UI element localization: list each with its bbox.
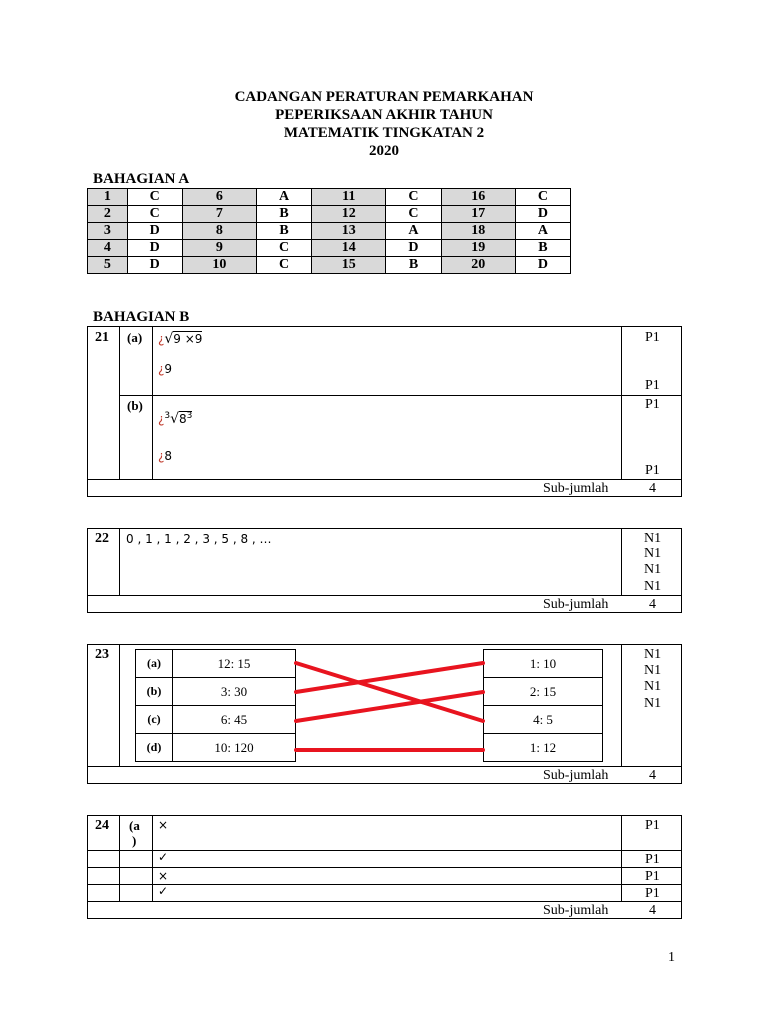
answer-cell: B xyxy=(257,206,312,223)
mark-n1: N1 xyxy=(644,562,662,577)
question-number-cell: 14 xyxy=(312,240,386,257)
mark-n1: N1 xyxy=(644,663,662,678)
question-number-cell: 3 xyxy=(88,223,128,240)
question-number-cell: 6 xyxy=(182,189,256,206)
ratio-value: 1: 10 xyxy=(484,650,603,678)
part-a-line-2: ¿9 xyxy=(158,362,173,376)
cross-icon: × xyxy=(158,818,169,832)
question-number-cell: 9 xyxy=(182,240,256,257)
subtotal-label: Sub-jumlah xyxy=(543,481,609,496)
question-number-cell: 13 xyxy=(312,223,386,240)
answer-cell: D xyxy=(127,240,182,257)
question-number: 22 xyxy=(95,531,109,546)
mark-p1: P1 xyxy=(645,818,660,833)
question-number-cell: 1 xyxy=(88,189,128,206)
ratio-label: (a) xyxy=(136,650,173,678)
mark-n1: N1 xyxy=(644,546,662,561)
answer-row xyxy=(88,223,571,240)
ratio-label: (d) xyxy=(136,734,173,762)
answer-cell: C xyxy=(127,206,182,223)
answer-cell: D xyxy=(127,223,182,240)
answer-cell: B xyxy=(515,240,570,257)
part-b-line-2: ¿8 xyxy=(158,449,173,463)
answer-cell: D xyxy=(515,257,570,274)
ratio-value: 4: 5 xyxy=(484,706,603,734)
mark-n1: N1 xyxy=(644,647,662,662)
mark-n1: N1 xyxy=(644,696,662,711)
match-line xyxy=(296,663,483,721)
matching-lines xyxy=(88,645,621,766)
title-line-1: CADANGAN PERATURAN PEMARKAHAN xyxy=(234,89,534,105)
question-number-cell: 17 xyxy=(441,206,515,223)
mark-n1: N1 xyxy=(644,679,662,694)
answer-row xyxy=(88,206,571,223)
answer-cell: A xyxy=(515,223,570,240)
section-b-heading: BAHAGIAN B xyxy=(93,309,190,325)
ratio-value: 2: 15 xyxy=(484,678,603,706)
mark-p1: P1 xyxy=(645,869,660,884)
question-number-cell: 7 xyxy=(182,206,256,223)
question-number-cell: 8 xyxy=(182,223,256,240)
mark-p1: P1 xyxy=(645,886,660,901)
question-21-block xyxy=(87,326,682,497)
subtotal-value: 4 xyxy=(649,481,656,496)
answer-cell: C xyxy=(257,240,312,257)
ratio-value: 10: 120 xyxy=(173,734,296,762)
answer-row xyxy=(88,240,571,257)
subtotal-value: 4 xyxy=(649,768,656,783)
subtotal-value: 4 xyxy=(649,903,656,918)
question-number-cell: 10 xyxy=(182,257,256,274)
answer-cell: B xyxy=(257,223,312,240)
mark-p1: P1 xyxy=(645,378,660,393)
answer-table-a xyxy=(87,188,571,274)
mark-p1: P1 xyxy=(645,397,660,412)
page-number: 1 xyxy=(668,950,675,965)
cross-icon: × xyxy=(158,869,169,883)
question-22-block xyxy=(87,528,682,613)
question-number-cell: 2 xyxy=(88,206,128,223)
question-number-cell: 12 xyxy=(312,206,386,223)
section-a-heading: BAHAGIAN A xyxy=(93,171,190,187)
subtotal-label: Sub-jumlah xyxy=(543,597,609,612)
title-line-2: PEPERIKSAAN AKHIR TAHUN xyxy=(275,107,493,123)
mark-p1: P1 xyxy=(645,852,660,867)
question-number-cell: 11 xyxy=(312,189,386,206)
part-label-b: (b) xyxy=(127,398,143,413)
answer-cell: C xyxy=(386,189,441,206)
title-line-4: 2020 xyxy=(369,143,399,159)
answer-cell: D xyxy=(515,206,570,223)
question-24-block xyxy=(87,815,682,919)
subtotal-label: Sub-jumlah xyxy=(543,903,609,918)
answer-cell: C xyxy=(386,206,441,223)
fibonacci-sequence: 0 , 1 , 1 , 2 , 3 , 5 , 8 , … xyxy=(126,532,272,546)
question-number: 21 xyxy=(95,330,109,345)
question-number: 24 xyxy=(95,818,109,833)
check-icon: ✓ xyxy=(158,850,169,864)
mark-n1: N1 xyxy=(644,531,662,546)
answer-row xyxy=(88,257,571,274)
part-label-a: (a) xyxy=(127,330,143,345)
answer-cell: B xyxy=(386,257,441,274)
match-line xyxy=(296,692,483,721)
mark-p1: P1 xyxy=(645,463,660,478)
question-number-cell: 20 xyxy=(441,257,515,274)
question-number: 23 xyxy=(95,647,109,662)
subtotal-value: 4 xyxy=(649,597,656,612)
answer-row xyxy=(88,189,571,206)
question-number-cell: 4 xyxy=(88,240,128,257)
part-a-line-1: ¿√9 ×9 xyxy=(158,331,203,347)
answer-cell: A xyxy=(386,223,441,240)
answer-cell: C xyxy=(127,189,182,206)
answer-cell: D xyxy=(127,257,182,274)
answer-cell: A xyxy=(257,189,312,206)
mark-n1: N1 xyxy=(644,579,662,594)
question-number-cell: 15 xyxy=(312,257,386,274)
ratio-value: 6: 45 xyxy=(173,706,296,734)
question-23-block xyxy=(87,644,682,784)
subtotal-label: Sub-jumlah xyxy=(543,768,609,783)
check-icon: ✓ xyxy=(158,884,169,898)
title-line-3: MATEMATIK TINGKATAN 2 xyxy=(283,125,485,141)
part-label-a-close: ) xyxy=(132,833,137,848)
ratio-value: 3: 30 xyxy=(173,678,296,706)
answer-cell: C xyxy=(515,189,570,206)
match-line xyxy=(296,663,483,692)
ratio-label: (b) xyxy=(136,678,173,706)
question-number-cell: 5 xyxy=(88,257,128,274)
ratio-value: 1: 12 xyxy=(484,734,603,762)
mark-p1: P1 xyxy=(645,330,660,345)
question-number-cell: 19 xyxy=(441,240,515,257)
answer-cell: D xyxy=(386,240,441,257)
answer-cell: C xyxy=(257,257,312,274)
ratio-label: (c) xyxy=(136,706,173,734)
part-label-a: (a xyxy=(129,818,140,833)
part-b-line-1: ¿$^3√8^3$ xyxy=(158,411,193,427)
ratio-value: 12: 15 xyxy=(173,650,296,678)
question-number-cell: 18 xyxy=(441,223,515,240)
question-number-cell: 16 xyxy=(441,189,515,206)
